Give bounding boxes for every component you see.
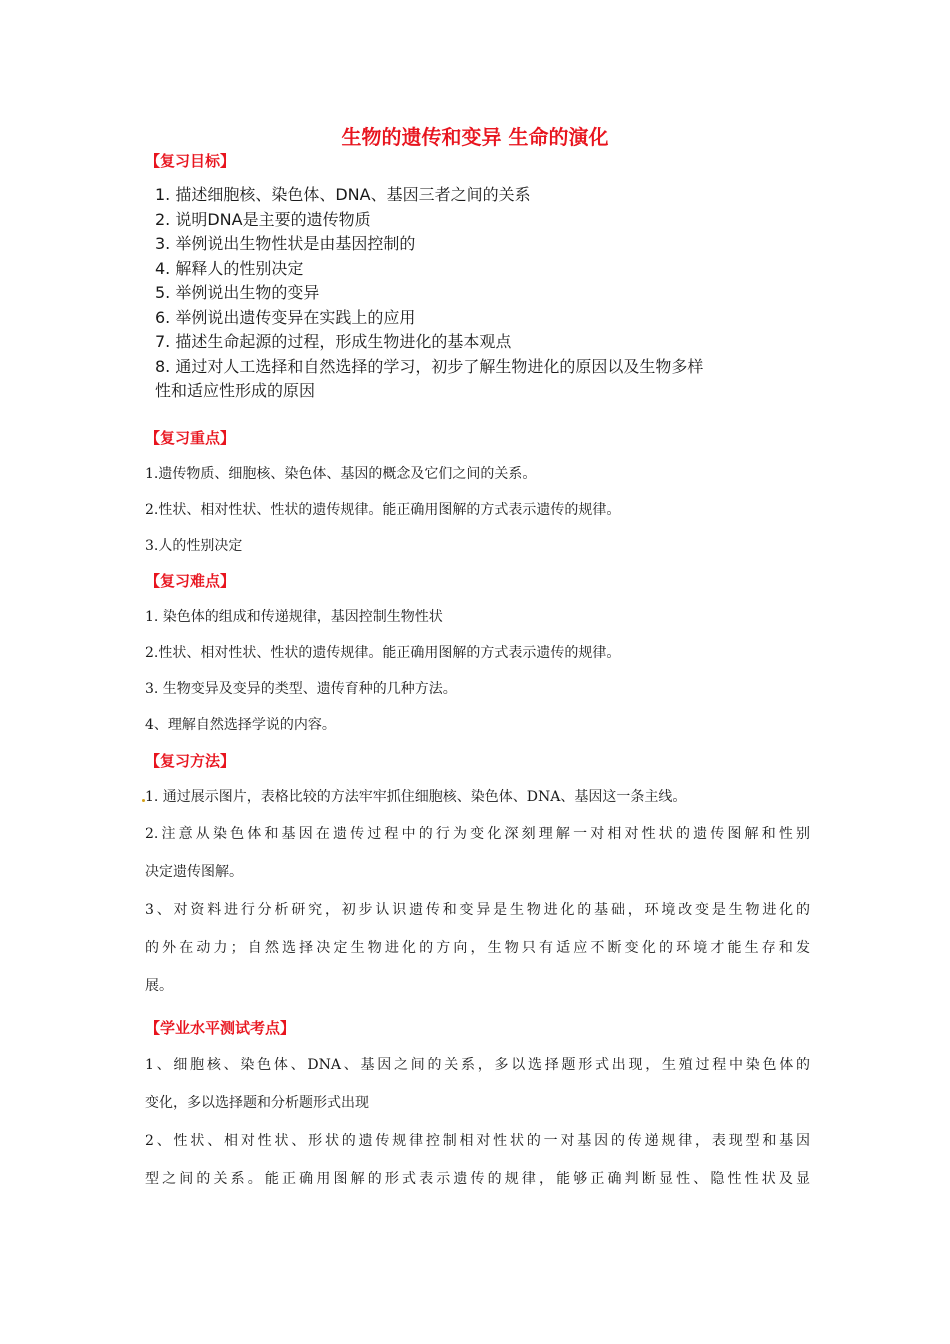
difficulties-heading: 【复习难点】 xyxy=(145,572,236,590)
key-point-item: 3.人的性别决定 xyxy=(145,538,243,554)
method-item xyxy=(145,815,810,891)
exam-point-item xyxy=(145,1122,810,1198)
paragraph-line: 2、性状、相对性状、形状的遗传规律控制相对性状的一对基因的传递规律，表现型和基因 xyxy=(145,1133,810,1149)
difficulty-item: 2.性状、相对性状、性状的遗传规律。能正确用图解的方式表示遗传的规律。 xyxy=(145,645,621,661)
exam-points-heading: 【学业水平测试考点】 xyxy=(145,1019,296,1037)
goal-item: 5. 举例说出生物的变异 xyxy=(155,283,320,302)
paragraph-line: 展。 xyxy=(145,978,173,994)
key-points-heading: 【复习重点】 xyxy=(145,429,236,447)
paragraph-line: 的外在动力；自然选择决定生物进化的方向，生物只有适应不断变化的环境才能生存和发 xyxy=(145,940,810,956)
difficulty-item: 3. 生物变异及变异的类型、遗传育种的几种方法。 xyxy=(145,681,457,697)
goal-item: 3. 举例说出生物性状是由基因控制的 xyxy=(155,234,416,253)
goal-item: 7. 描述生命起源的过程，形成生物进化的基本观点 xyxy=(155,332,512,351)
methods-heading: 【复习方法】 xyxy=(145,752,236,770)
goal-item: 性和适应性形成的原因 xyxy=(155,381,316,400)
exam-point-item xyxy=(145,1046,810,1122)
paragraph-line: 3、对资料进行分析研究，初步认识遗传和变异是生物进化的基础，环境改变是生物进化的 xyxy=(145,902,810,918)
key-point-item: 2.性状、相对性状、性状的遗传规律。能正确用图解的方式表示遗传的规律。 xyxy=(145,502,621,518)
method-item: 1. 通过展示图片，表格比较的方法牢牢抓住细胞核、染色体、DNA、基因这一条主线。 xyxy=(145,789,687,805)
goals-list xyxy=(155,183,805,404)
difficulty-item: 4、理解自然选择学说的内容。 xyxy=(145,717,336,733)
paragraph-line: 决定遗传图解。 xyxy=(145,864,243,880)
paragraph-line: 1、细胞核、染色体、DNA、基因之间的关系，多以选择题形式出现，生殖过程中染色体的 xyxy=(145,1057,810,1073)
paragraph-line: 型之间的关系。能正确用图解的形式表示遗传的规律，能够正确判断显性、隐性性状及显 xyxy=(145,1171,810,1187)
goal-item: 1. 描述细胞核、染色体、DNA、基因三者之间的关系 xyxy=(155,185,531,204)
goal-item: 6. 举例说出遗传变异在实践上的应用 xyxy=(155,307,416,327)
paragraph-line: 2.注意从染色体和基因在遗传过程中的行为变化深刻理解一对相对性状的遗传图解和性别 xyxy=(145,826,810,842)
difficulty-item: 1. 染色体的组成和传递规律，基因控制生物性状 xyxy=(145,609,443,625)
goal-item: 2. 说明DNA是主要的遗传物质 xyxy=(155,209,371,229)
page-title: 生物的遗传和变异 生命的演化 xyxy=(341,125,609,149)
paragraph-line: 变化，多以选择题和分析题形式出现 xyxy=(145,1095,369,1111)
goal-item: 4. 解释人的性别决定 xyxy=(155,258,304,278)
goal-item: 8. 通过对人工选择和自然选择的学习，初步了解生物进化的原因以及生物多样 xyxy=(155,356,704,376)
goals-heading: 【复习目标】 xyxy=(145,152,236,170)
key-point-item: 1.遗传物质、细胞核、染色体、基因的概念及它们之间的关系。 xyxy=(145,466,537,482)
method-item xyxy=(145,891,810,1005)
